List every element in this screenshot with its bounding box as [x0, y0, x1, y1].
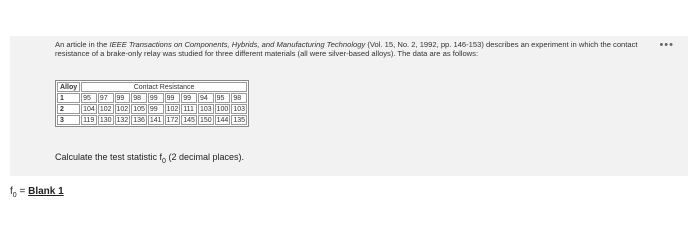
problem-statement	[55, 40, 655, 58]
question-subscript: 0	[162, 157, 166, 165]
resistance-cell: 103	[233, 105, 245, 113]
alloy-cell: 2	[57, 104, 80, 114]
alloy-cell: 3	[57, 115, 80, 125]
question-prompt	[55, 152, 244, 165]
answer-subscript: 0	[12, 192, 17, 199]
resistance-cell: 145	[183, 116, 195, 124]
table-row	[57, 104, 247, 114]
resistance-cell: 99	[181, 93, 197, 103]
resistance-cell: 99	[165, 93, 181, 103]
resistance-cell: 135	[233, 116, 245, 124]
resistance-cell: 141	[149, 116, 162, 124]
resistance-cell: 150	[199, 116, 212, 124]
question-tail: (2 decimal places).	[165, 152, 244, 162]
resistance-cell: 102	[116, 105, 129, 113]
resistance-cell: 99	[115, 93, 131, 103]
answer-equals: =	[16, 186, 29, 197]
intro-prefix: An article in the	[55, 40, 110, 49]
table-header-row	[57, 82, 247, 92]
resistance-cell: 100	[216, 105, 229, 113]
more-options-icon[interactable]: •••	[659, 39, 674, 51]
resistance-cell: 105	[133, 105, 145, 113]
data-table	[55, 80, 249, 127]
resistance-cell: 136	[133, 116, 145, 124]
resistance-cell: 103	[199, 105, 212, 113]
blank-1-input[interactable]: Blank 1	[28, 186, 64, 197]
table-row	[57, 93, 247, 103]
resistance-cell: 102	[99, 105, 112, 113]
alloy-cell: 1	[57, 93, 80, 103]
question-text: Calculate the test statistic f	[55, 152, 163, 162]
journal-title: IEEE Transactions on Components, Hybrids, and Manufacturing Technology	[109, 40, 366, 49]
intro-suffix: (Vol. 15, No. 2, 1992, pp. 146-153) describes an experiment in which the contact resistance of a brake-only relay was studied for three different materials (all were silver-based alloys). The data are as follows:	[55, 40, 638, 58]
resistance-cell: 99	[148, 104, 164, 114]
resistance-cell: 102	[166, 105, 179, 113]
resistance-cell: 111	[181, 104, 197, 114]
resistance-cell: 98	[231, 93, 247, 103]
resistance-cell: 172	[166, 116, 179, 124]
resistance-cell: 119	[81, 115, 97, 125]
resistance-cell: 95	[81, 93, 97, 103]
answer-variable: f	[10, 186, 13, 197]
resistance-cell: 132	[116, 116, 129, 124]
table-row	[57, 115, 247, 125]
resistance-cell: 130	[99, 116, 112, 124]
header-alloy: Alloy	[57, 82, 80, 92]
resistance-cell: 104	[83, 105, 95, 113]
resistance-cell: 95	[215, 93, 231, 103]
resistance-cell: 99	[148, 93, 164, 103]
resistance-cell: 98	[131, 93, 147, 103]
resistance-cell: 97	[98, 93, 114, 103]
resistance-cell: 94	[198, 93, 214, 103]
header-contact-resistance: Contact Resistance	[81, 82, 247, 92]
answer-line	[10, 186, 64, 199]
question-card	[10, 36, 688, 176]
resistance-cell: 144	[216, 116, 229, 124]
